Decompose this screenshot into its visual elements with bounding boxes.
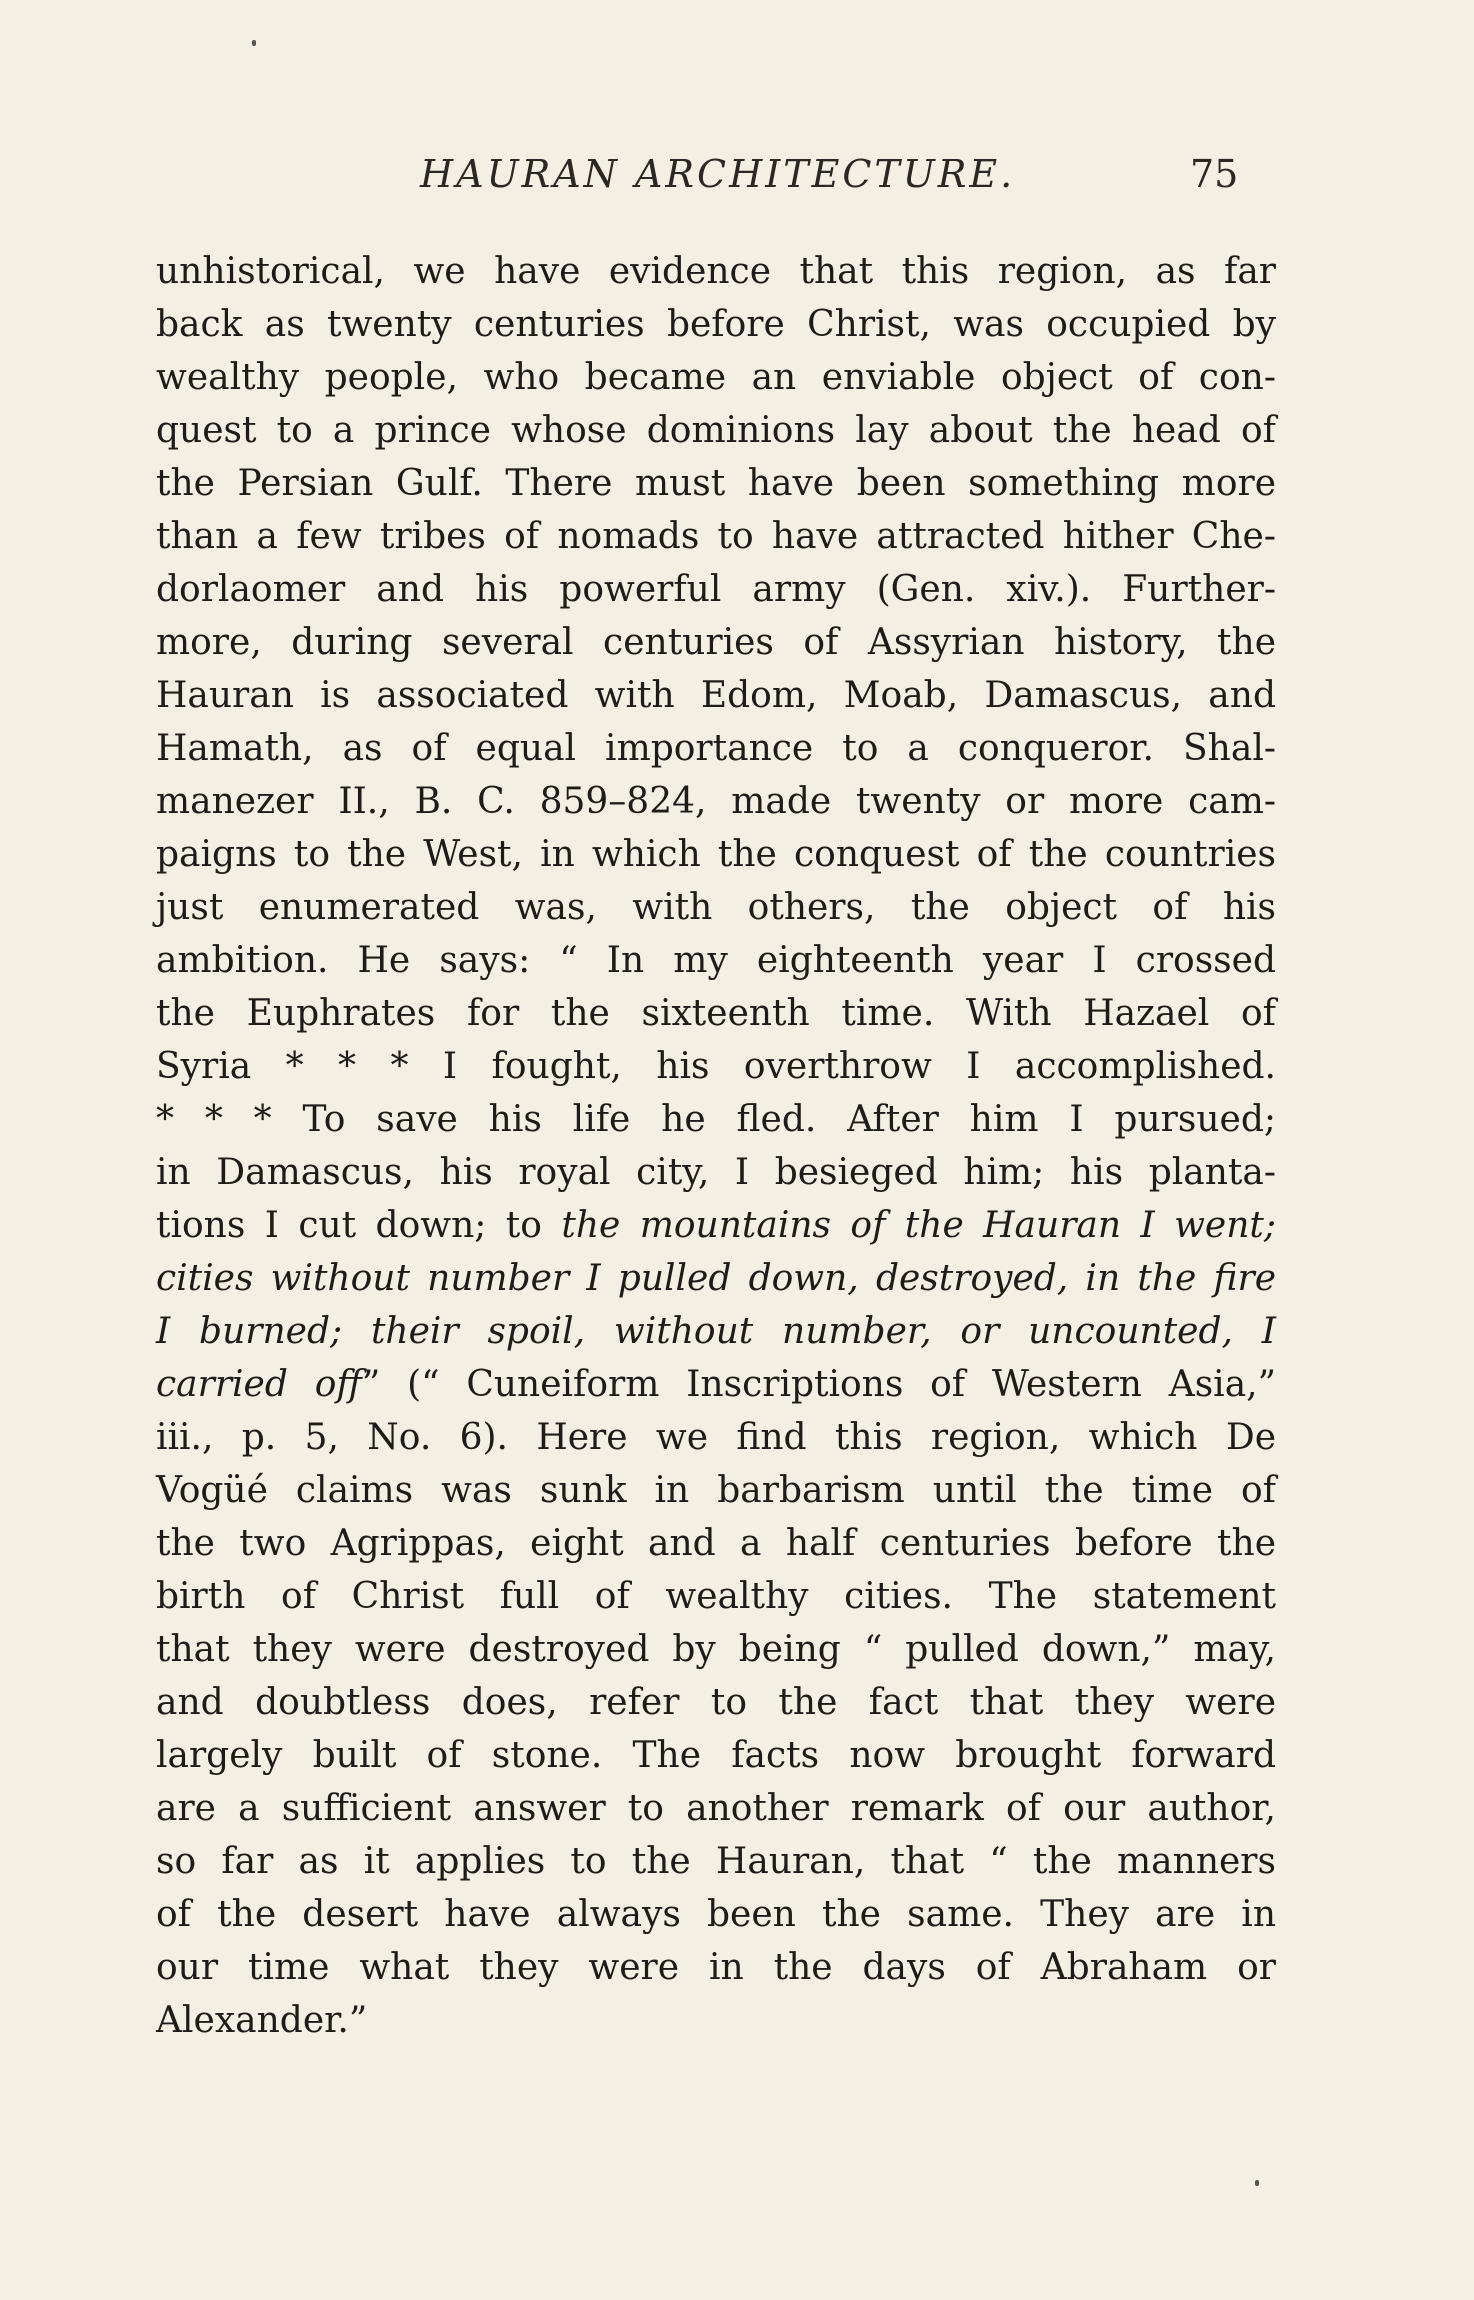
text-segment: largely built of stone. The facts now brought forward	[156, 1735, 1276, 1776]
text-line	[156, 457, 1276, 510]
italic-segment: I burned; their spoil, without number, or uncounted, I	[156, 1311, 1276, 1352]
text-segment: * * * To save his life he fled. After him I pursued;	[156, 1099, 1276, 1140]
text-line	[156, 722, 1276, 775]
text-line	[156, 1517, 1276, 1570]
text-segment: our time what they were in the days of Abraham or	[156, 1947, 1276, 1988]
text-line	[156, 1782, 1276, 1835]
body-paragraph	[156, 245, 1276, 2047]
speck-mark	[252, 40, 256, 46]
text-line	[156, 987, 1276, 1040]
text-line	[156, 934, 1276, 987]
text-segment: manezer II., B. C. 859–824, made twenty or more cam-	[156, 781, 1276, 822]
text-line	[156, 510, 1276, 563]
text-line	[156, 1252, 1276, 1305]
text-segment: wealthy people, who became an enviable object of con-	[156, 357, 1276, 398]
text-segment: Vogüé claims was sunk in barbarism until the time of	[156, 1470, 1276, 1511]
text-line	[156, 298, 1276, 351]
text-segment: iii., p. 5, No. 6). Here we find this region, which De	[156, 1417, 1276, 1458]
text-segment: Syria * * * I fought, his overthrow I accomplished.	[156, 1046, 1276, 1087]
text-segment: ambition. He says: “ In my eighteenth year I crossed	[156, 940, 1276, 981]
speck-mark	[1255, 2180, 1259, 2186]
text-segment: are a sufficient answer to another remark of our author,	[156, 1788, 1276, 1829]
text-segment: more, during several centuries of Assyrian history, the	[156, 622, 1276, 663]
text-segment: in Damascus, his royal city, I besieged him; his planta-	[156, 1152, 1276, 1193]
text-line	[156, 881, 1276, 934]
text-segment: unhistorical, we have evidence that this region, as far	[156, 251, 1276, 292]
text-line	[156, 1888, 1276, 1941]
text-segment: dorlaomer and his powerful army (Gen. xiv.). Further-	[156, 569, 1276, 610]
text-line	[156, 1146, 1276, 1199]
text-segment: and doubtless does, refer to the fact that they were	[156, 1682, 1276, 1723]
text-line	[156, 616, 1276, 669]
text-segment: the Euphrates for the sixteenth time. With Hazael of	[156, 993, 1276, 1034]
italic-segment: cities without number I pulled down, destroyed, in the fire	[156, 1258, 1276, 1299]
text-line	[156, 1093, 1276, 1146]
text-line	[156, 775, 1276, 828]
text-line	[156, 245, 1276, 298]
text-line	[156, 563, 1276, 616]
italic-segment: carried off	[156, 1364, 362, 1405]
text-segment: birth of Christ full of wealthy cities. The statement	[156, 1576, 1276, 1617]
text-segment: the two Agrippas, eight and a half centuries before the	[156, 1523, 1276, 1564]
running-head: HAURAN ARCHITECTURE.	[420, 152, 1016, 196]
page-number: 75	[1190, 152, 1239, 196]
text-segment: of the desert have always been the same. They are in	[156, 1894, 1276, 1935]
text-line	[156, 828, 1276, 881]
text-segment: back as twenty centuries before Christ, was occupied by	[156, 304, 1276, 345]
text-segment: tions I cut down; to	[156, 1205, 562, 1246]
text-line	[156, 669, 1276, 722]
text-line	[156, 1994, 1276, 2047]
text-line	[156, 1199, 1276, 1252]
text-segment: Hamath, as of equal importance to a conqueror. Shal-	[156, 728, 1276, 769]
text-line	[156, 1358, 1276, 1411]
text-segment: so far as it applies to the Hauran, that “ the manners	[156, 1841, 1276, 1882]
text-segment: that they were destroyed by being “ pulled down,” may,	[156, 1629, 1276, 1670]
text-line	[156, 404, 1276, 457]
text-line	[156, 1464, 1276, 1517]
text-segment: paigns to the West, in which the conquest of the countries	[156, 834, 1276, 875]
italic-segment: the mountains of the Hauran I went;	[561, 1205, 1276, 1246]
text-line	[156, 1305, 1276, 1358]
text-line	[156, 1941, 1276, 1994]
text-segment: Hauran is associated with Edom, Moab, Damascus, and	[156, 675, 1276, 716]
text-line	[156, 1676, 1276, 1729]
text-line	[156, 1570, 1276, 1623]
text-line	[156, 1411, 1276, 1464]
text-line	[156, 1040, 1276, 1093]
text-line	[156, 351, 1276, 404]
text-line	[156, 1623, 1276, 1676]
text-segment: the Persian Gulf. There must have been something more	[156, 463, 1276, 504]
text-line	[156, 1835, 1276, 1888]
text-segment: quest to a prince whose dominions lay about the head of	[156, 410, 1276, 451]
text-segment: just enumerated was, with others, the object of his	[156, 887, 1276, 928]
text-segment: than a few tribes of nomads to have attracted hither Che-	[156, 516, 1276, 557]
text-segment: Alexander.”	[156, 2000, 368, 2041]
text-segment: ” (“ Cuneiform Inscriptions of Western Asia,”	[361, 1364, 1277, 1405]
text-line	[156, 1729, 1276, 1782]
